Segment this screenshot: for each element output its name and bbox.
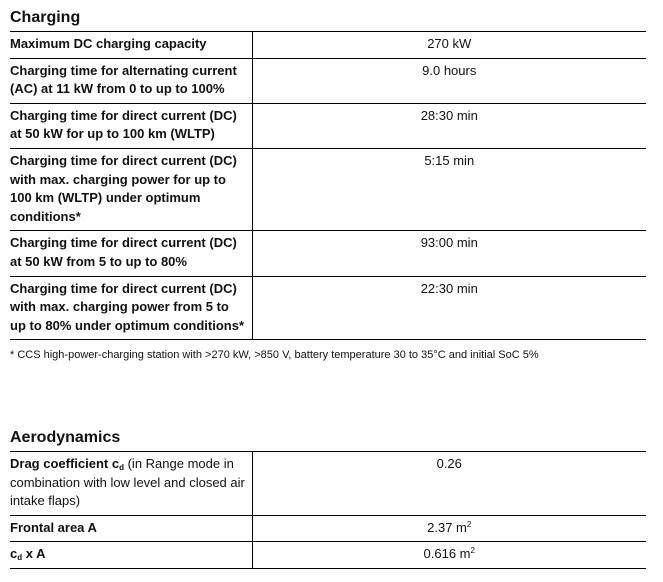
drag-coefficient-value: 0.26	[252, 452, 646, 515]
row-value: 5:15 min	[252, 148, 646, 230]
row-value: 22:30 min	[252, 276, 646, 340]
table-row	[10, 32, 646, 58]
table-row	[10, 276, 646, 340]
charging-table	[10, 32, 646, 340]
aerodynamics-table	[10, 452, 646, 569]
row-label: Charging time for alternating current (AC) at 11 kW from 0 to up to 100%	[10, 58, 252, 103]
row-value: 28:30 min	[252, 103, 646, 148]
table-row	[10, 58, 646, 103]
table-row	[10, 103, 646, 148]
charging-title: Charging	[10, 8, 646, 32]
cda-value-sup: 2	[470, 546, 475, 556]
table-row	[10, 231, 646, 276]
row-label: Maximum DC charging capacity	[10, 32, 252, 58]
aerodynamics-section	[10, 428, 646, 569]
table-row	[10, 542, 646, 569]
row-value: 9.0 hours	[252, 58, 646, 103]
table-row	[10, 515, 646, 542]
cda-label	[10, 542, 252, 569]
frontal-value-sup: 2	[466, 519, 472, 529]
drag-label-rest: (in Range mode in combination with low level and closed air intake flaps)	[10, 456, 245, 509]
row-label: Charging time for direct current (DC) with max. charging power from 5 to up to 80% under optimum conditions*	[10, 276, 252, 340]
row-label: Charging time for direct current (DC) at 50 kW for up to 100 km (WLTP)	[10, 103, 252, 148]
row-value: 270 kW	[252, 32, 646, 58]
charging-footnote: * CCS high-power-charging station with >270 kW, >850 V, battery temperature 30 to 35°C and initial SoC 5%	[10, 349, 539, 362]
cda-label-c: c	[10, 546, 18, 562]
frontal-area-label: Frontal area A	[10, 515, 252, 542]
charging-section	[10, 8, 646, 362]
table-row	[10, 148, 646, 230]
table-row	[10, 452, 646, 515]
frontal-area-value	[252, 515, 646, 542]
row-label: Charging time for direct current (DC) at 50 kW from 5 to up to 80%	[10, 231, 252, 276]
frontal-value-text: 2.37 m	[427, 519, 467, 535]
drag-label-bold: Drag coefficient c	[10, 456, 120, 471]
row-value: 93:00 min	[252, 231, 646, 276]
cda-value-text: 0.616 m	[423, 546, 471, 562]
cda-value	[252, 542, 646, 569]
aerodynamics-title: Aerodynamics	[10, 428, 646, 452]
row-label: Charging time for direct current (DC) with max. charging power for up to 100 km (WLTP) under optimum conditions*	[10, 148, 252, 230]
cda-label-rest: x A	[22, 546, 46, 562]
drag-coefficient-label	[10, 452, 252, 515]
drag-label-sub: d	[119, 463, 124, 472]
cda-label-sub: d	[17, 553, 23, 563]
